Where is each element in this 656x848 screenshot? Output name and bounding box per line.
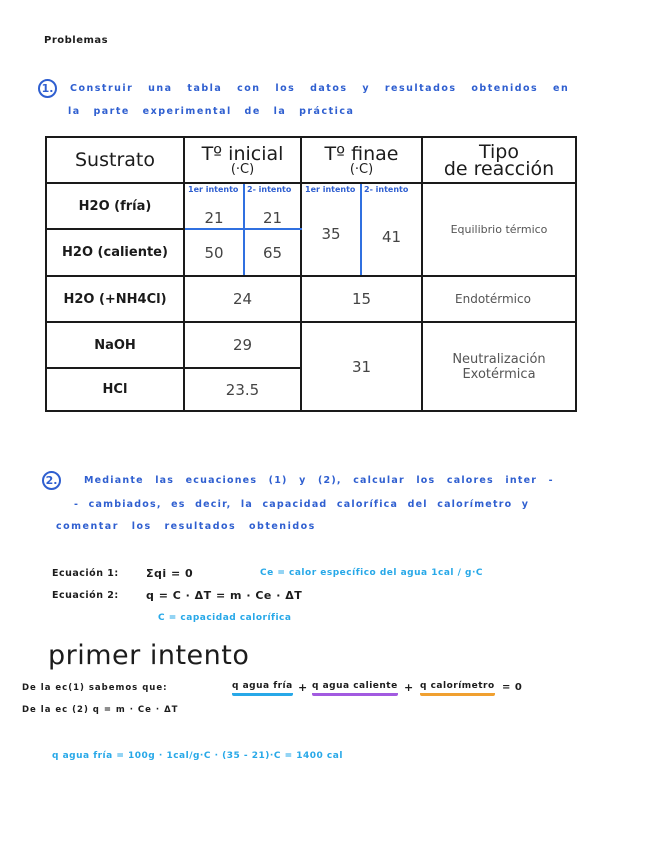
header-sustrato: Sustrato bbox=[75, 148, 155, 171]
q-calorimetro-term bbox=[420, 681, 495, 696]
equation-2-note: C = capacidad calorífica bbox=[158, 613, 292, 623]
cell-nh4cl-final: 15 bbox=[351, 290, 372, 308]
header-tipo bbox=[423, 142, 575, 180]
question-1-line-1: Construir una tabla con los datos y resultados obtenidos en bbox=[70, 83, 570, 94]
question-2-line-3: comentar los resultados obtenidos bbox=[56, 521, 316, 532]
header-t-final-unit: (·C) bbox=[349, 162, 374, 177]
intento-1-label-final: 1er intento bbox=[305, 185, 356, 194]
row-label-agua-caliente: H2O (caliente) bbox=[62, 245, 168, 260]
question-1-line-2: la parte experimental de la práctica bbox=[68, 106, 355, 117]
row-label-agua-nh4cl: H2O (+NH4Cl) bbox=[63, 291, 167, 307]
intento-1-label-inicial: 1er intento bbox=[188, 185, 239, 194]
cell-neutral-tipo-line-1: Neutralización bbox=[452, 351, 546, 367]
cell-nh4cl-inicial: 24 bbox=[232, 290, 253, 308]
question-1-number: 1. bbox=[38, 79, 57, 98]
question-2-number: 2. bbox=[42, 471, 61, 490]
intento-2-label-inicial: 2- intento bbox=[247, 185, 292, 194]
primer-intento-heading: primer intento bbox=[48, 640, 250, 671]
q-agua-fria-label: q agua fría bbox=[232, 681, 293, 696]
header-t-inicial-label: Tº inicial bbox=[201, 143, 284, 165]
cell-neutral-tipo-line-2: Exotérmica bbox=[462, 366, 536, 382]
cell-agua-final-1: 35 bbox=[321, 225, 341, 243]
equation-1-note: Ce = calor específico del agua 1cal / g·C bbox=[260, 568, 484, 578]
cell-naoh-inicial: 29 bbox=[232, 336, 253, 354]
question-2-line-2: - cambiados, es decir, la capacidad calorífica del calorímetro y bbox=[74, 499, 530, 510]
page-title: Problemas bbox=[44, 35, 109, 46]
intento-2-label-final: 2- intento bbox=[364, 185, 409, 194]
cell-nh4cl-tipo: Endotérmico bbox=[455, 292, 531, 306]
header-t-inicial bbox=[185, 142, 300, 180]
q-agua-fria-term bbox=[232, 681, 293, 696]
q-calorimetro-label: q calorímetro bbox=[420, 681, 495, 696]
cell-hcl-inicial: 23.5 bbox=[225, 380, 260, 399]
cell-neutral-final: 31 bbox=[351, 357, 372, 376]
row-label-hcl: HCl bbox=[102, 382, 128, 397]
cell-fria-inicial-1: 21 bbox=[204, 209, 224, 227]
q-agua-caliente-label: q agua caliente bbox=[312, 681, 398, 696]
equation-1-label: Ecuación 1: bbox=[52, 568, 119, 579]
plus-sign-2: + bbox=[404, 681, 414, 694]
cell-caliente-inicial-1: 50 bbox=[204, 243, 224, 262]
cell-caliente-inicial-2: 65 bbox=[262, 243, 283, 262]
q-agua-caliente-term bbox=[312, 681, 398, 696]
q-agua-fria-calculation: q agua fría = 100g · 1cal/g·C · (35 - 21)·C = 1400 cal bbox=[52, 751, 343, 761]
plus-sign-1: + bbox=[298, 681, 308, 694]
cell-agua-tipo: Equilibrio térmico bbox=[450, 223, 548, 236]
row-label-agua-fria: H2O (fría) bbox=[78, 198, 152, 214]
equation-1-body: Σqi = 0 bbox=[146, 567, 194, 580]
cell-neutral-tipo bbox=[423, 323, 575, 410]
primer-intento-line-2: De la ec (2) q = m · Ce · ΔT bbox=[22, 705, 179, 715]
cell-agua-final-2: 41 bbox=[381, 228, 402, 246]
primer-intento-line-1-prefix: De la ec(1) sabemos que: bbox=[22, 683, 168, 693]
cell-fria-inicial-2: 21 bbox=[262, 209, 283, 227]
header-tipo-line-2: de reacción bbox=[443, 158, 555, 180]
header-t-final bbox=[302, 142, 421, 180]
header-t-final-label: Tº finae bbox=[324, 143, 399, 165]
question-2-line-1: Mediante las ecuaciones (1) y (2), calcular los calores inter - bbox=[84, 475, 554, 486]
equals-zero: = 0 bbox=[502, 682, 523, 693]
header-tipo-line-1: Tipo bbox=[479, 141, 519, 163]
equation-2-label: Ecuación 2: bbox=[52, 590, 119, 601]
results-table bbox=[45, 136, 577, 412]
equation-2-body: q = C · ΔT = m · Ce · ΔT bbox=[146, 589, 303, 602]
row-label-naoh: NaOH bbox=[94, 337, 136, 353]
header-t-inicial-unit: (·C) bbox=[230, 162, 255, 177]
